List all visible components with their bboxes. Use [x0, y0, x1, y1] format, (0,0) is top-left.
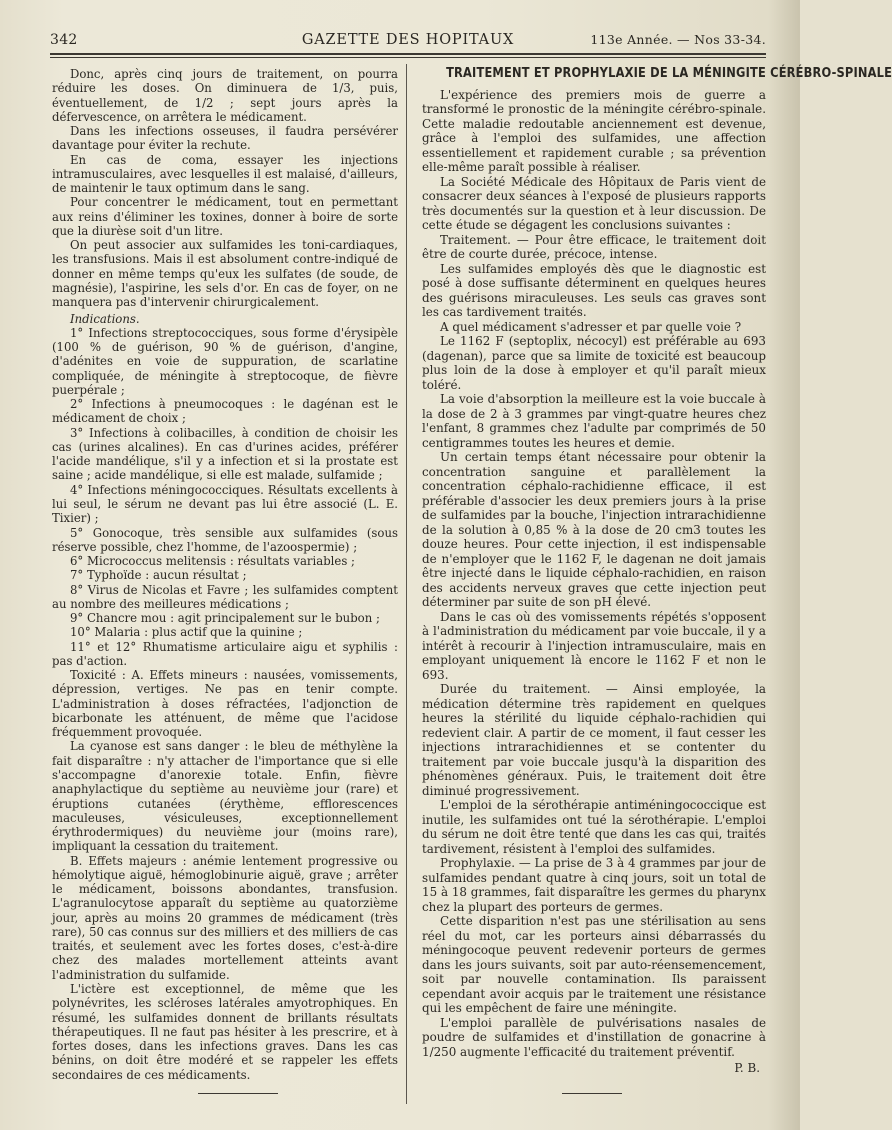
paragraph: On peut associer aux sulfamides les toni-cardiaques, les transfusions. Mais il est absolument contre-indiqué de donner en même temps qu'eux les sulfates (de soude, de magnésie), l'aspirine, les sels d'or. En cas de foyer, on ne manquera pas d'intervenir chirurgicalement.	[52, 238, 398, 310]
section-heading: Indications.	[70, 311, 140, 326]
paragraph: Le 1162 F (septoplix, nécocyl) est préférable au 693 (dagenan), parce que sa limite de toxicité est beaucoup plus loin de la dose à employer et qu'il paraît mieux toléré.	[422, 334, 766, 392]
article-body	[422, 88, 766, 1060]
author-signature: P. B.	[734, 1061, 760, 1075]
paragraph: 2° Infections à pneumocoques : le dagénan est le médicament de choix ;	[52, 397, 398, 426]
page-number: 342	[50, 32, 78, 48]
issue-info: 113e Année. — Nos 33-34.	[590, 32, 766, 47]
paragraph: 3° Infections à colibacilles, à condition de choisir les cas (urines alcalines). En cas d'urines acides, préférer l'acide mandélique, s'il y a infection et si la prostate est saine ; acide mandélique, si elle est malade, sulfamide ;	[52, 425, 398, 483]
end-rule-right	[562, 1093, 622, 1094]
paragraph: L'expérience des premiers mois de guerre a transformé le pronostic de la méningite cérébro-spinale. Cette maladie redoutable anciennement est devenue, grâce à l'emploi des sulfamides, une affection essentiellement et rapidement curable ; sa prévention elle-même paraît possible à réaliser.	[422, 87, 766, 174]
article-title: TRAITEMENT ET PROPHYLAXIE DE LA MÉNINGITE CÉRÉBRO-SPINALE	[446, 66, 892, 81]
left-column	[52, 67, 398, 1082]
end-rule-left	[198, 1093, 278, 1094]
paragraph: 4° Infections méningococciques. Résultats excellents à lui seul, le sérum ne devant pas lui être associé (L. E. Tixier) ;	[52, 482, 398, 526]
paragraph: Traitement. — Pour être efficace, le traitement doit être de courte durée, précoce, intense.	[422, 232, 766, 261]
paragraph: 6° Micrococcus melitensis : résultats variables ;	[70, 554, 355, 569]
paragraph: A quel médicament s'adresser et par quelle voie ?	[440, 319, 742, 334]
paragraph: Dans les infections osseuses, il faudra persévérer davantage pour éviter la rechute.	[52, 124, 398, 153]
paragraph: Donc, après cinq jours de traitement, on pourra réduire les doses. On diminuera de 1/3, puis, éventuellement, de 1/2 ; sept jours après la défervescence, on arrêtera le médicament.	[52, 67, 398, 124]
header-rule-thin	[50, 57, 766, 58]
paragraph: Durée du traitement. — Ainsi employée, la médication détermine très rapidement en quelques heures la stérilité du liquide céphalo-rachidien qui redevient clair. A partir de ce moment, il faut cesser les injections intrarachidiennes et se contenter du traitement par voie buccale jusqu'à la disparition des phénomènes généraux. Puis, le traitement doit être diminué progressivement.	[422, 682, 766, 798]
paragraph: Prophylaxie. — La prise de 3 à 4 grammes par jour de sulfamides pendant quatre à cinq jours, soit un total de 15 à 18 grammes, fait disparaître les germes du pharynx chez la plupart des porteurs de germes.	[422, 856, 766, 914]
journal-title: GAZETTE DES HOPITAUX	[301, 32, 515, 48]
paragraph: 8° Virus de Nicolas et Favre ; les sulfamides comptent au nombre des meilleures médications ;	[52, 582, 398, 611]
right-column	[422, 66, 892, 1076]
paragraph: L'ictère est exceptionnel, de même que les polynévrites, les scléroses latérales amyotrophiques. En résumé, les sulfamides donnent de brillants résultats thérapeutiques. Il ne faut pas hésiter à les prescrire, et à fortes doses, dans les infections graves. Dans les cas bénins, on doit être modéré et se rappeler les effets secondaires de ces médicaments.	[52, 982, 398, 1082]
paragraph: Les sulfamides employés dès que le diagnostic est posé à dose suffisante déterminent en quelques heures des guérisons miraculeuses. Les seuls cas graves sont les cas tardivement traités.	[422, 261, 766, 319]
paragraph: Cette disparition n'est pas une stérilisation au sens réel du mot, car les porteurs ainsi débarrassés du méningocoque peuvent redevenir porteurs de germes dans les jours suivants, soit par auto-réensemencement, soit par nouvelle contamination. Ils paraissent cependant avoir acquis par le traitement une résistance qui les empêchent de faire une méningite.	[422, 914, 766, 1015]
paragraph: Un certain temps étant nécessaire pour obtenir la concentration sanguine et parallèlement la concentration céphalo-rachidienne efficace, il est préférable d'associer les deux premiers jours à la prise de sulfamides par la bouche, l'injection intrarachidienne de la solution à 0,85 % à la dose de 20 cm3 toutes les douze heures. Pour cette injection, il est indispensable de n'employer que le 1162 F, le dagenan ne doit jamais être injecté dans le liquide céphalo-rachidien, en raison des accidents nerveux graves que cette injection peut déterminer par suite de son pH élevé.	[422, 450, 766, 609]
paragraph: 10° Malaria : plus actif que la quinine ;	[70, 625, 303, 640]
column-divider	[406, 64, 407, 1104]
paragraph: L'emploi de la sérothérapie antiméningococcique est inutile, les sulfamides ont tué la sérothérapie. L'emploi du sérum ne doit être tenté que dans les cas qui, traités tardivement, résistent à l'emploi des sulfamides.	[422, 798, 766, 856]
paragraph: L'emploi parallèle de pulvérisations nasales de poudre de sulfamides et d'instillation de gonacrine à 1/250 augmente l'efficacité du traitement préventif.	[422, 1015, 766, 1059]
paragraph: Dans le cas où des vomissements répétés s'opposent à l'administration du médicament par voie buccale, il y a intérêt à recourir à l'injection intramusculaire, mais en employant uniquement là encore le 1162 F et non le 693.	[422, 609, 766, 682]
paragraph: Toxicité : A. Effets mineurs : nausées, vomissements, dépression, vertiges. Ne pas en tenir compte. L'administration à doses réfractées, l'adjonction de bicarbonate les atténuent, de même que l'acidose fréquemment provoquée.	[52, 668, 398, 740]
running-header	[50, 30, 766, 54]
paragraph: En cas de coma, essayer les injections intramusculaires, avec lesquelles il est malaisé, d'ailleurs, de maintenir le taux optimum dans le sang.	[52, 152, 398, 196]
paragraph: La voie d'absorption la meilleure est la voie buccale à la dose de 2 à 3 grammes par vingt-quatre heures chez l'enfant, 8 grammes chez l'adulte par comprimés de 50 centigrammes toutes les heures et demie.	[422, 392, 766, 450]
paragraph: Pour concentrer le médicament, tout en permettant aux reins d'éliminer les toxines, donner à boire de sorte que la diurèse soit d'un litre.	[52, 195, 398, 238]
paragraph: 7° Typhoïde : aucun résultat ;	[70, 568, 247, 583]
paragraph: La Société Médicale des Hôpitaux de Paris vient de consacrer deux séances à l'exposé de plusieurs rapports très documentés sur la question et à leur discussion. De cette étude se dégagent les conclusions suivantes :	[422, 174, 766, 232]
paragraph: La cyanose est sans danger : le bleu de méthylène la fait disparaître : n'y attacher de l'importance que si elle s'accompagne d'anorexie totale. Enfin, fièvre anaphylactique du septième au neuvième jour (rare) et éruptions cutanées (érythème, efflorescences maculeuses, vésiculeuses, exceptionnellement érythrodermiques) du neuvième jour (moins rare), impliquant la cessation du traitement.	[52, 739, 398, 854]
header-rule	[50, 53, 766, 55]
paragraph: 1° Infections streptococciques, sous forme d'érysipèle (100 % de guérison, 90 % de guérison, d'angine, d'adénites en voie de suppuration, de scarlatine compliquée, de méningite à streptocoque, de fièvre puerpérale ;	[52, 325, 398, 397]
paragraph: 11° et 12° Rhumatisme articulaire aigu et syphilis : pas d'action.	[52, 639, 398, 668]
paragraph: 5° Gonocoque, très sensible aux sulfamides (sous réserve possible, chez l'homme, de l'azoospermie) ;	[52, 525, 398, 554]
paragraph: B. Effets majeurs : anémie lentement progressive ou hémolytique aiguë, hémoglobinurie aiguë, grave ; arrêter le médicament, boissons abondantes, transfusion. L'agranulocytose apparaît du septième au quatorzième jour, après au moins 20 grammes de médicament (très rare), 50 cas connus sur des milliers et des milliers de cas traités, et seulement avec les fortes doses, c'est-à-dire chez des malades mortellement atteints avant l'administration du sulfamide.	[52, 853, 398, 982]
paragraph: 9° Chancre mou : agit principalement sur le bubon ;	[70, 611, 380, 626]
